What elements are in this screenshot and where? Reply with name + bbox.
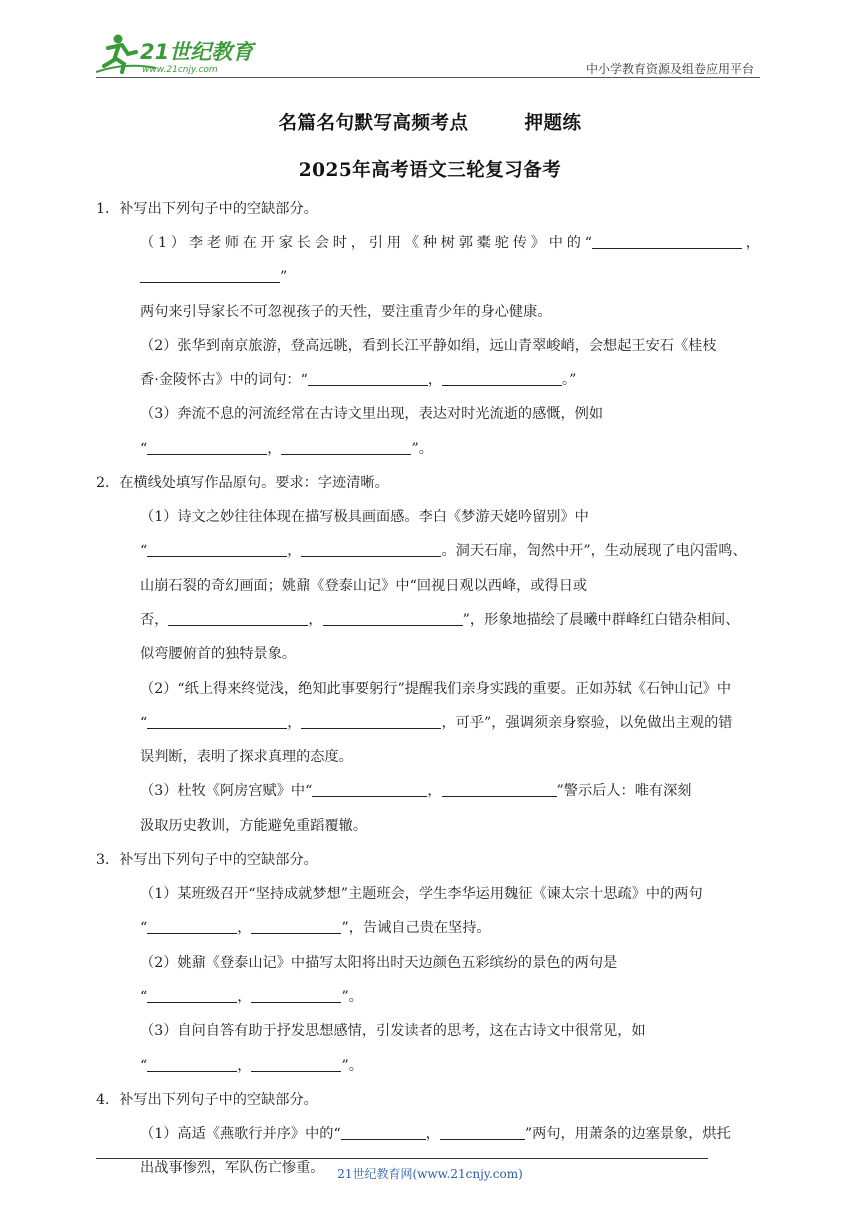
question-text: 香·金陵怀古》中的词句：“ xyxy=(140,372,308,389)
question-2-stem: 2．在横线处填写作品原句。要求：字迹清晰。 xyxy=(96,475,389,492)
header-divider xyxy=(96,77,760,78)
question-text-line: 汲取历史教训，方能避免重蹈覆辙。 xyxy=(140,817,368,834)
answer-blank[interactable] xyxy=(308,371,428,386)
question-text: ，可乎”，强调须亲身察验，以免做出主观的错 xyxy=(441,714,733,731)
question-text-line: （1）某班级召开“坚持成就梦想”主题班会，学生李华运用魏征《谏太宗十思疏》中的两句 xyxy=(140,886,703,903)
question-text: “ xyxy=(140,440,148,457)
question-text: ， xyxy=(308,611,323,628)
question-text: ， xyxy=(741,235,760,251)
question-text: ”，告诫自己贵在坚持。 xyxy=(341,920,491,937)
question-3-item-1 xyxy=(96,877,760,946)
question-text: “ xyxy=(140,543,148,560)
question-text-line: （2）张华到南京旅游，登高远眺，看到长江平静如绢，远山青翠峻峭，会想起王安石《桂枝 xyxy=(140,337,717,354)
question-text-line: 出战事惨烈，军队伤亡惨重。 xyxy=(140,1160,325,1177)
question-text-line: （1）诗文之妙往往体现在描写极具画面感。李白《梦游天姥吟留别》中 xyxy=(140,509,589,526)
question-1-item-3 xyxy=(96,397,760,466)
answer-blank[interactable] xyxy=(168,611,308,626)
question-text: （3）杜牧《阿房宫赋》中“ xyxy=(140,783,313,800)
question-1-item-1 xyxy=(96,226,760,329)
question-1-item-2 xyxy=(96,329,760,398)
question-text: ”两句，用萧条的边塞景象，烘托 xyxy=(524,1125,731,1142)
question-text: “ xyxy=(140,988,148,1005)
question-text: 。” xyxy=(562,372,577,389)
question-text: ， xyxy=(287,714,302,731)
question-text-line: 似弯腰俯首的独特景象。 xyxy=(140,646,297,663)
answer-blank[interactable] xyxy=(312,782,427,797)
footer-divider xyxy=(96,1158,708,1159)
answer-blank[interactable] xyxy=(440,1125,525,1140)
answer-blank[interactable] xyxy=(251,919,341,934)
question-text: ， xyxy=(237,1057,252,1074)
question-text: 否， xyxy=(140,611,169,628)
title-main: 名篇名句默写高频考点 xyxy=(278,113,469,134)
question-list xyxy=(96,192,760,1185)
logo-url: www.21cnjy.com xyxy=(142,65,218,75)
answer-blank[interactable] xyxy=(442,782,557,797)
answer-blank[interactable] xyxy=(442,371,562,386)
question-text: ， xyxy=(267,440,282,457)
answer-blank[interactable] xyxy=(147,1057,237,1072)
answer-blank[interactable] xyxy=(147,714,287,729)
question-3-stem: 3．补写出下列句子中的空缺部分。 xyxy=(96,852,318,869)
question-text: ， xyxy=(427,372,443,389)
page-header xyxy=(96,30,760,80)
answer-blank[interactable] xyxy=(341,1125,426,1140)
question-text: 。洞天石扉，訇然中开”，生动展现了电闪雷鸣、 xyxy=(441,543,747,560)
question-text-line: （3）自问自答有助于抒发思想感情，引发读者的思考，这在古诗文中很常见，如 xyxy=(140,1023,646,1040)
question-text-line: 两句来引导家长不可忽视孩子的天性，要注重青少年的身心健康。 xyxy=(140,303,552,320)
question-2-item-1 xyxy=(96,500,760,671)
answer-blank[interactable] xyxy=(281,440,411,455)
answer-blank[interactable] xyxy=(323,611,463,626)
question-text: ， xyxy=(287,543,302,560)
answer-blank[interactable] xyxy=(147,440,267,455)
question-text: ”。 xyxy=(411,440,433,457)
question-text: ， xyxy=(425,1125,440,1142)
question-4-stem: 4．补写出下列句子中的空缺部分。 xyxy=(96,1091,318,1108)
question-text: ”。 xyxy=(341,1057,363,1074)
logo-text: 21世纪教育 xyxy=(140,40,254,64)
question-text: （1）李老师在开家长会时，引用《种树郭橐驼传》中的“ xyxy=(140,235,592,251)
question-text: “ xyxy=(140,1057,148,1074)
answer-blank[interactable] xyxy=(147,919,237,934)
site-logo[interactable] xyxy=(96,32,266,76)
question-text: （1）高适《燕歌行并序》中的“ xyxy=(140,1125,341,1142)
page-subtitle: 2025年高考语文三轮复习备考 xyxy=(298,160,562,181)
question-text-line: （2）姚鼐《登泰山记》中描写太阳将出时天边颜色五彩缤纷的景色的两句是 xyxy=(140,954,618,971)
question-text-line: 误判断，表明了探求真理的态度。 xyxy=(140,749,353,766)
title-tag: 押题练 xyxy=(524,113,582,134)
question-text-line: 山崩石裂的奇幻画面；姚鼐《登泰山记》中“回视日观以西峰，或得日或 xyxy=(140,577,588,594)
answer-blank[interactable] xyxy=(301,542,441,557)
question-text: ， xyxy=(237,988,252,1005)
platform-name: 中小学教育资源及组卷应用平台 xyxy=(585,62,754,76)
question-text: “ xyxy=(140,714,148,731)
answer-blank[interactable] xyxy=(301,714,441,729)
question-text: ”。 xyxy=(341,988,363,1005)
question-text-line: （3）奔流不息的河流经常在古诗文里出现，表达对时光流逝的感慨，例如 xyxy=(140,406,604,423)
question-3-item-3 xyxy=(96,1014,760,1083)
question-3-item-2 xyxy=(96,946,760,1015)
question-1-stem: 1．补写出下列句子中的空缺部分。 xyxy=(96,201,318,217)
question-text: “ xyxy=(140,920,148,937)
answer-blank[interactable] xyxy=(251,1057,341,1072)
question-text: ” xyxy=(280,269,288,286)
question-2-item-2 xyxy=(96,672,760,775)
question-2-item-3 xyxy=(96,774,760,843)
answer-blank[interactable] xyxy=(147,542,287,557)
question-text: ， xyxy=(427,783,442,800)
question-text: ”警示后人：唯有深刻 xyxy=(556,783,692,800)
answer-blank[interactable] xyxy=(147,988,237,1003)
page-title xyxy=(0,109,860,135)
footer-link[interactable]: 21世纪教育网(www.21cnjy.com) xyxy=(337,1167,523,1181)
answer-blank[interactable] xyxy=(140,268,280,283)
question-text: ， xyxy=(237,920,252,937)
answer-blank[interactable] xyxy=(592,234,742,249)
answer-blank[interactable] xyxy=(251,988,341,1003)
question-text: ”，形象地描绘了晨曦中群峰红白错杂相间、 xyxy=(462,611,740,628)
question-text-line: （2）“纸上得来终觉浅，绝知此事要躬行”提醒我们亲身实践的重要。正如苏轼《石钟山记》中 xyxy=(140,680,732,697)
